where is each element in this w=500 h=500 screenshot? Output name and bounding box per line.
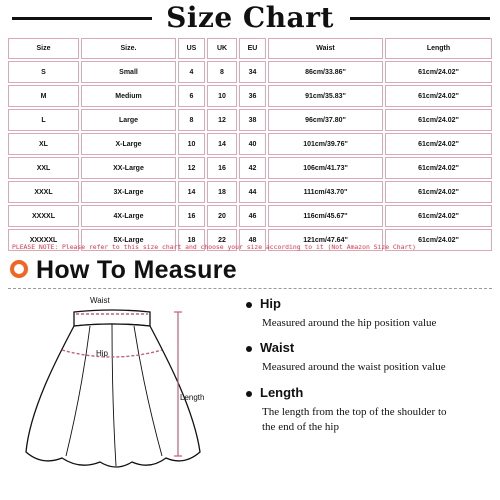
table-cell: 36: [239, 85, 266, 107]
measure-item-length: [246, 387, 496, 435]
col-header-uk: UK: [207, 38, 237, 59]
table-cell: 61cm/24.02'': [385, 61, 492, 83]
section-divider: [8, 288, 492, 289]
table-cell: 10: [178, 133, 205, 155]
table-cell: 10: [207, 85, 237, 107]
col-header-size: Size: [8, 38, 79, 59]
table-cell: 16: [178, 205, 205, 227]
table-row: [8, 85, 492, 107]
table-cell: XL: [8, 133, 79, 155]
table-cell: 86cm/33.86'': [268, 61, 383, 83]
orange-circle-icon: [10, 260, 28, 278]
measure-description: Measured around the hip position value: [262, 317, 437, 329]
table-cell: 116cm/45.67'': [268, 205, 383, 227]
table-cell: 101cm/39.76'': [268, 133, 383, 155]
table-cell: 8: [178, 109, 205, 131]
table-cell: 46: [239, 205, 266, 227]
table-cell: 91cm/35.83'': [268, 85, 383, 107]
bullet-icon: [246, 346, 252, 352]
table-cell: 61cm/24.02'': [385, 157, 492, 179]
size-table: [6, 36, 494, 253]
table-cell: 16: [207, 157, 237, 179]
size-chart-header: [0, 0, 500, 36]
table-cell: L: [8, 109, 79, 131]
hip-label: Hip: [96, 349, 109, 358]
table-cell: 3X-Large: [81, 181, 176, 203]
table-cell: Small: [81, 61, 176, 83]
table-cell: 14: [207, 133, 237, 155]
table-cell: XX-Large: [81, 157, 176, 179]
table-row: [8, 109, 492, 131]
measure-item-hip: [246, 298, 496, 331]
table-cell: 48: [239, 229, 266, 251]
table-cell: 111cm/43.70'': [268, 181, 383, 203]
bullet-icon: [246, 302, 252, 308]
col-header-eu: EU: [239, 38, 266, 59]
size-note: PLEASE NOTE: Please refer to this size chart and choose your size according to it (Not Amazon Size Chart): [12, 243, 416, 251]
measure-description: Measured around the waist position value: [262, 361, 446, 373]
table-cell: 12: [207, 109, 237, 131]
table-cell: 18: [207, 181, 237, 203]
table-cell: S: [8, 61, 79, 83]
table-cell: 4X-Large: [81, 205, 176, 227]
table-row: [8, 133, 492, 155]
table-row: [8, 61, 492, 83]
table-cell: 6: [178, 85, 205, 107]
table-cell: 96cm/37.80'': [268, 109, 383, 131]
table-cell: 121cm/47.64'': [268, 229, 383, 251]
table-cell: 61cm/24.02'': [385, 229, 492, 251]
table-cell: 20: [207, 205, 237, 227]
table-cell: 38: [239, 109, 266, 131]
table-cell: XXXL: [8, 181, 79, 203]
how-to-measure-header: [10, 255, 270, 287]
col-header-us: US: [178, 38, 205, 59]
skirt-diagram: [16, 290, 226, 490]
table-cell: M: [8, 85, 79, 107]
table-cell: 106cm/41.73'': [268, 157, 383, 179]
table-cell: 61cm/24.02'': [385, 109, 492, 131]
table-cell: XXL: [8, 157, 79, 179]
table-cell: 4: [178, 61, 205, 83]
table-cell: 18: [178, 229, 205, 251]
table-cell: 40: [239, 133, 266, 155]
measure-description: The length from the top of the shoulder to the end of the hip: [262, 406, 447, 433]
col-header-waist: Waist: [268, 38, 383, 59]
table-cell: 44: [239, 181, 266, 203]
table-cell: 34: [239, 61, 266, 83]
page-title: Size Chart: [166, 1, 334, 34]
table-cell: 61cm/24.02'': [385, 133, 492, 155]
col-header-length: Length: [385, 38, 492, 59]
table-row: [8, 157, 492, 179]
measure-title: Hip: [260, 296, 281, 311]
table-cell: 22: [207, 229, 237, 251]
title-rule-right: [350, 17, 490, 20]
how-to-measure-title: How To Measure: [36, 256, 237, 284]
table-cell: 42: [239, 157, 266, 179]
table-cell: Large: [81, 109, 176, 131]
table-row: [8, 181, 492, 203]
table-cell: Medium: [81, 85, 176, 107]
bullet-icon: [246, 391, 252, 397]
length-label: Length: [180, 393, 205, 402]
measure-item-waist: [246, 342, 496, 375]
measure-title: Length: [260, 385, 304, 400]
table-row: [8, 205, 492, 227]
measure-title: Waist: [260, 340, 295, 355]
table-cell: 61cm/24.02'': [385, 85, 492, 107]
table-cell: 12: [178, 157, 205, 179]
table-cell: X-Large: [81, 133, 176, 155]
table-cell: 61cm/24.02'': [385, 181, 492, 203]
table-cell: XXXXXL: [8, 229, 79, 251]
table-cell: 14: [178, 181, 205, 203]
col-header-size-name: Size.: [81, 38, 176, 59]
table-header-row: [8, 38, 492, 59]
table-cell: XXXXL: [8, 205, 79, 227]
table-cell: 8: [207, 61, 237, 83]
table-cell: 5X-Large: [81, 229, 176, 251]
waist-label: Waist: [90, 296, 110, 305]
table-cell: 61cm/24.02'': [385, 205, 492, 227]
